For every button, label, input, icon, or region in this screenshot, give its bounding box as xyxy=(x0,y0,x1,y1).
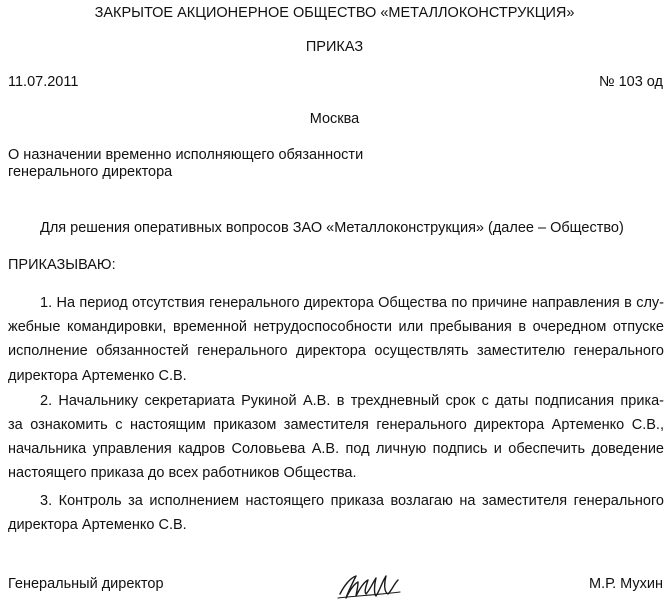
document-date: 11.07.2011 xyxy=(8,74,79,90)
item-3-line-1: 3. Контроль за исполнением настоящего приказа возлагаю на заместителя генерального xyxy=(40,493,664,509)
signer-name: М.Р. Мухин xyxy=(589,576,663,592)
document-city: Москва xyxy=(309,111,360,127)
item-2-line-1: 2. Начальнику секретариата Рукиной А.В. в трехдневный срок с даты подписания прика- xyxy=(40,393,664,409)
document-type: ПРИКАЗ xyxy=(305,39,364,55)
item-2-line-3: начальника управления кадров Соловьева А.В. под личную подпись и обеспечить доведение xyxy=(8,441,664,457)
item-3-line-2: директора Артеменко С.В. xyxy=(8,517,187,533)
document-number: № 103 од xyxy=(598,74,663,90)
company-name: ЗАКРЫТОЕ АКЦИОНЕРНОЕ ОБЩЕСТВО «МЕТАЛЛОКОНСТРУКЦИЯ» xyxy=(94,5,575,21)
subject-line-1: О назначении временно исполняющего обязанности xyxy=(8,147,364,163)
item-2-line-2: за ознакомить с настоящим приказом заместителя генерального директора Артеменко С.В., xyxy=(8,417,664,433)
item-1-line-3: исполнение обязанностей генерального директора осуществлять заместителю генерального xyxy=(8,343,664,359)
preamble: Для решения оперативных вопросов ЗАО «Металлоконструкция» (далее – Общество) xyxy=(40,220,624,236)
item-1-line-2: жебные командировки, временной нетрудоспособности или пребывания в очередном отпуске xyxy=(8,319,664,335)
signer-position: Генеральный директор xyxy=(8,576,164,592)
subject-line-2: генерального директора xyxy=(8,164,173,180)
item-2-line-4: настоящего приказа до всех работников Общества. xyxy=(8,465,357,481)
handwritten-signature xyxy=(336,568,404,602)
item-1-line-1: 1. На период отсутствия генерального директора Общества по причине направления в слу- xyxy=(40,295,664,311)
order-word: ПРИКАЗЫВАЮ: xyxy=(8,257,116,273)
item-1-line-4: директора Артеменко С.В. xyxy=(8,368,187,384)
